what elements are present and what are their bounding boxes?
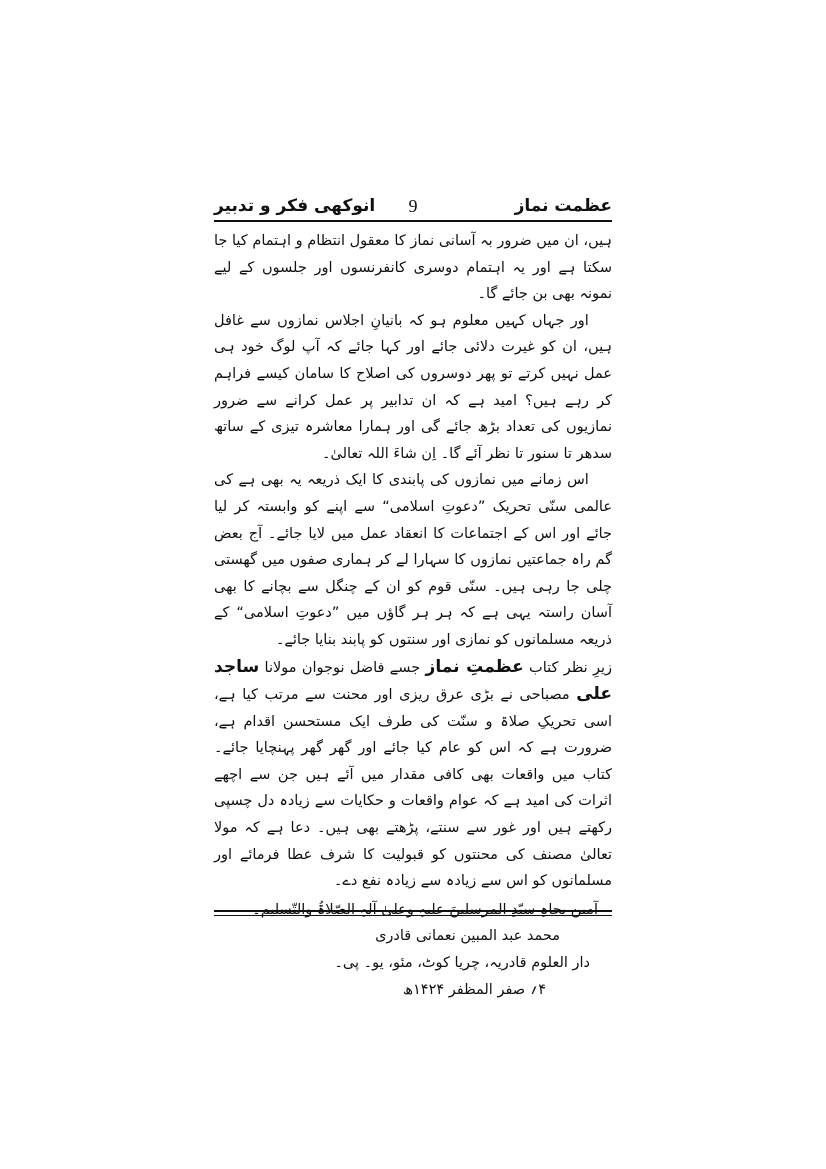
footer-rule-thin: [214, 915, 612, 916]
paragraph-1: ہیں، ان میں ضرور بہ آسانی نماز کا معقول انتظام و اہتمام کیا جا سکتا ہے اور یہ اہتمام دوسری کانفرنسوں اور جلسوں کے لیے نمونہ بھی بن جائے گا۔: [214, 233, 612, 303]
paragraph-2: اور جہاں کہیں معلوم ہو کہ بانیانِ اجلاس نمازوں سے غافل ہیں، ان کو غیرت دلائی جائے اور کہا جائے کہ آپ لوگ خود ہی عمل نہیں کرتے تو پھر دوسروں کی اصلاح کا سامان کیسے فراہم کر رہے ہیں؟ امید ہے کہ ان تدابیر پر عمل کرانے سے ضرور نمازیوں کی تعداد بڑھ جائے گی اور ہمارا معاشرہ تیزی کے ساتھ سدھر تا سنور تا نظر آئے گا۔ اِن شاءَ اللہ تعالیٰ۔: [214, 312, 612, 462]
paragraph-3: اس زمانے میں نمازوں کی پابندی کا ایک ذریعہ یہ بھی ہے کی عالمی سنّی تحریک ”دعوتِ اسلامی“ سے اپنے کو وابستہ کر لیا جائے اور اس کے اجتماعات کا انعقاد عمل میں لایا جائے۔ آج بعض گم راہ جماعتیں نمازوں کا سہارا لے کر ہماری صفوں میں گھستی چلی جا رہی ہیں۔ سنّی قوم کو ان کے چنگل سے بچانے کا بھی آسان راستہ یہی ہے کہ ہر ہر گاؤں میں ”دعوتِ اسلامی“ کے ذریعہ مسلمانوں کو نمازی اور سنتوں کو پابند بنایا جائے۔: [214, 472, 612, 648]
paragraph-4: [214, 654, 612, 895]
p4-intro: زیرِ نظر کتاب: [529, 659, 613, 676]
p4-rest: مصباحی نے بڑی عرق ریزی اور محنت سے مرتب کیا ہے، اسی تحریکِ صلاۃ و سنّت کی طرف ایک مستحسن اقدام ہے، ضرورت ہے کہ اس کو عام کیا جائے اور گھر گھر پہنچایا جائے۔ کتاب میں واقعات بھی کافی مقدار میں آئے ہیں جن سے اچھے اثرات کی امید ہے کہ عوام واقعات و حکایات سے زیادہ دل چسپی رکھتے ہیں اور غور سے سنتے، پڑھتے بھی ہیں۔ دعا ہے کہ مولا تعالیٰ مصنف کی محنتوں کو قبولیت کا شرف عطا فرمائے اور مسلمانوں کو اس سے زیادہ سے زیادہ نفع دے۔: [214, 687, 612, 890]
header-left-title: انوکھی فکر و تدبیر: [214, 196, 376, 216]
author-name: ساجد علی: [214, 656, 612, 705]
closing-dua: آمین بجاہِ سیّدِ المرسلینَ علیہِ وعلیٰ آلہِ الصّلاۃُ والتّسلیم۔: [252, 901, 598, 918]
p4-middle: جسے فاضل نوجوان مولانا: [264, 659, 421, 676]
signature-address: دار العلوم قادریہ، چریا کوٹ، مئو، یو۔ پی۔: [334, 955, 590, 972]
page-number: 9: [408, 196, 418, 216]
body-text: [214, 228, 612, 1003]
signature-date: ۴؍ صفر المظفر ۱۴۲۴ھ: [402, 981, 546, 998]
signature-name: محمد عبد المبین نعمانی قادری: [375, 928, 560, 945]
book-title: عظمتِ نماز: [425, 656, 524, 677]
footer-rule-thick: [214, 910, 612, 912]
header-rule: [214, 220, 612, 222]
header-right-title: عظمت نماز: [514, 196, 612, 216]
page-header: [214, 196, 612, 218]
